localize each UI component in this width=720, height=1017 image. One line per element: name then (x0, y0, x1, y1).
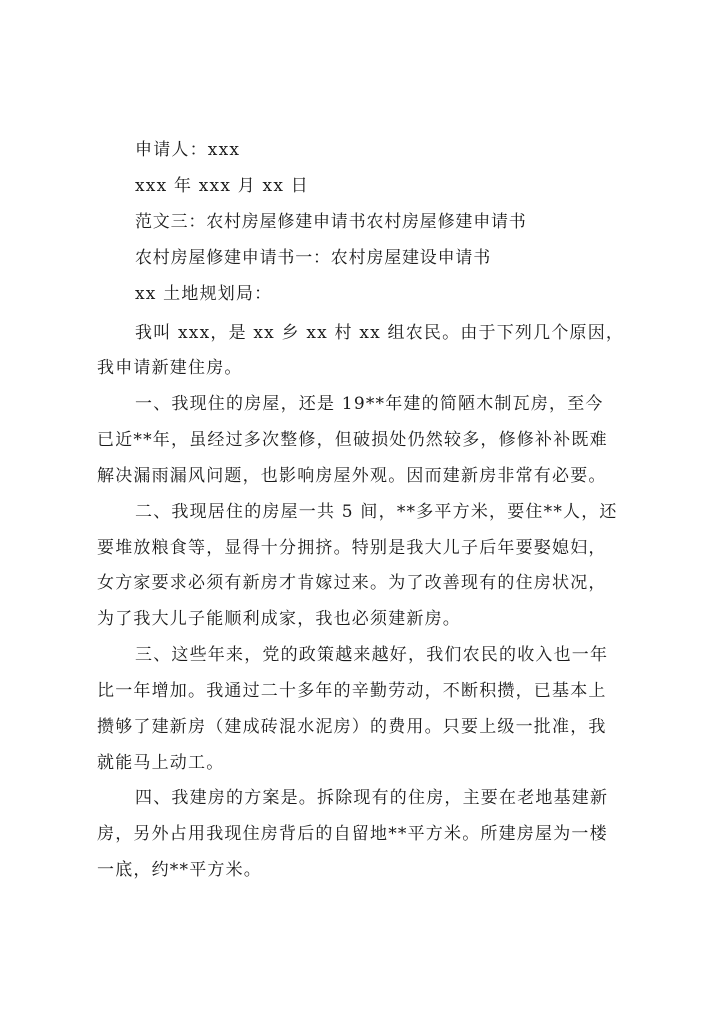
paragraph-line: 比一年增加。我通过二十多年的辛勤劳动，不断积攒，已基本上 (97, 681, 607, 701)
paragraph-line: 就能马上动工。 (97, 753, 225, 773)
paragraph-line: 解决漏雨漏风问题，也影响房屋外观。因而建新房非常有必要。 (97, 466, 607, 486)
paragraph-line: 攒够了建新房（建成砖混水泥房）的费用。只要上级一批准，我 (97, 717, 607, 737)
paragraph-line: 我叫 xxx，是 xx 乡 xx 村 xx 组农民。由于下列几个原因， (135, 323, 625, 343)
paragraph-line: 我申请新建住房。 (97, 358, 243, 378)
recipient-line: xx 土地规划局： (135, 284, 273, 304)
paragraph-line: 三、这些年来，党的政策越来越好，我们农民的收入也一年 (135, 645, 609, 665)
applicant-line: 申请人：xxx (135, 140, 241, 160)
paragraph-line: 一底，约**平方米。 (97, 860, 262, 880)
paragraph-line: 为了我大儿子能顺利成家，我也必须建新房。 (97, 609, 461, 629)
paragraph-line: 房，另外占用我现住房背后的自留地**平方米。所建房屋为一楼 (97, 824, 608, 844)
paragraph-line: 一、我现住的房屋，还是 19**年建的简陋木制瓦房，至今 (135, 394, 604, 414)
paragraph-line: 已近**年，虽经过多次整修，但破损处仍然较多，修修补补既难 (97, 430, 608, 450)
paragraph-line: 女方家要求必须有新房才肯嫁过来。为了改善现有的住房状况， (97, 573, 607, 593)
paragraph-line: 二、我现居住的房屋一共 5 间，**多平方米，要住**人，还 (135, 502, 618, 522)
section-title: 范文三：农村房屋修建申请书农村房屋修建申请书 (135, 212, 527, 232)
date-line: xxx 年 xxx 月 xx 日 (135, 176, 309, 196)
section-subtitle: 农村房屋修建申请书一：农村房屋建设申请书 (135, 248, 491, 268)
paragraph-line: 要堆放粮食等，显得十分拥挤。特别是我大儿子后年要娶媳妇， (97, 538, 607, 558)
paragraph-line: 四、我建房的方案是。拆除现有的住房，主要在老地基建新 (135, 788, 609, 808)
